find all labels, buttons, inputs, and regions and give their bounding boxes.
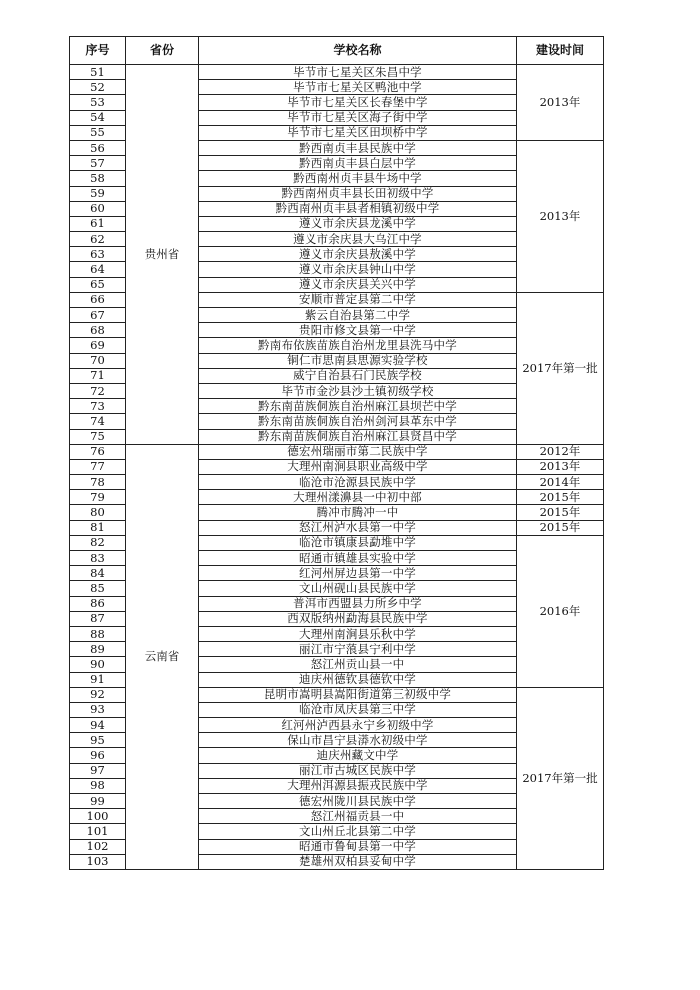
row-number: 75 (70, 429, 126, 444)
school-name: 遵义市余庆县钟山中学 (199, 262, 517, 277)
header-time: 建设时间 (517, 37, 604, 65)
school-name: 毕节市七星关区长春堡中学 (199, 95, 517, 110)
row-number: 80 (70, 505, 126, 520)
row-number: 56 (70, 140, 126, 155)
build-time: 2012年 (517, 444, 604, 459)
build-time: 2015年 (517, 505, 604, 520)
school-name: 西双版纳州勐海县民族中学 (199, 611, 517, 626)
row-number: 73 (70, 399, 126, 414)
table-body (70, 65, 604, 870)
build-time: 2015年 (517, 490, 604, 505)
build-time: 2013年 (517, 65, 604, 141)
province-cell: 贵州省 (126, 65, 199, 445)
row-number: 99 (70, 794, 126, 809)
school-name: 遵义市余庆县关兴中学 (199, 277, 517, 292)
build-time: 2014年 (517, 475, 604, 490)
row-number: 53 (70, 95, 126, 110)
school-name: 临沧市沧源县民族中学 (199, 475, 517, 490)
build-time: 2013年 (517, 459, 604, 474)
table-row (70, 444, 604, 459)
school-name: 黔西南州贞丰县牛场中学 (199, 171, 517, 186)
row-number: 59 (70, 186, 126, 201)
row-number: 102 (70, 839, 126, 854)
school-name: 大理州洱源县振戎民族中学 (199, 778, 517, 793)
row-number: 67 (70, 308, 126, 323)
school-name: 红河州屏边县第一中学 (199, 566, 517, 581)
row-number: 74 (70, 414, 126, 429)
build-time: 2017年第一批 (517, 687, 604, 869)
row-number: 54 (70, 110, 126, 125)
row-number: 52 (70, 80, 126, 95)
school-name: 黔西南贞丰县民族中学 (199, 140, 517, 155)
row-number: 85 (70, 581, 126, 596)
school-name: 铜仁市思南县思源实验学校 (199, 353, 517, 368)
school-name: 丽江市宁蒗县宁利中学 (199, 642, 517, 657)
build-time: 2017年第一批 (517, 292, 604, 444)
row-number: 100 (70, 809, 126, 824)
row-number: 72 (70, 383, 126, 398)
build-time: 2015年 (517, 520, 604, 535)
row-number: 61 (70, 216, 126, 231)
school-name: 黔东南苗族侗族自治州麻江县坝芒中学 (199, 399, 517, 414)
school-name: 大理州南涧县职业高级中学 (199, 459, 517, 474)
school-name: 遵义市余庆县龙溪中学 (199, 216, 517, 231)
school-name: 贵阳市修文县第一中学 (199, 323, 517, 338)
school-name: 安顺市普定县第二中学 (199, 292, 517, 307)
header-school: 学校名称 (199, 37, 517, 65)
row-number: 89 (70, 642, 126, 657)
row-number: 103 (70, 854, 126, 869)
build-time: 2013年 (517, 140, 604, 292)
row-number: 87 (70, 611, 126, 626)
school-name: 昭通市镇雄县实验中学 (199, 551, 517, 566)
row-number: 88 (70, 626, 126, 641)
row-number: 77 (70, 459, 126, 474)
school-name: 黔东南苗族侗族自治州剑河县革东中学 (199, 414, 517, 429)
province-cell: 云南省 (126, 444, 199, 869)
row-number: 70 (70, 353, 126, 368)
row-number: 76 (70, 444, 126, 459)
row-number: 62 (70, 232, 126, 247)
row-number: 55 (70, 125, 126, 140)
school-name: 黔西南州贞丰县长田初级中学 (199, 186, 517, 201)
row-number: 63 (70, 247, 126, 262)
row-number: 81 (70, 520, 126, 535)
school-name: 毕节市金沙县沙土镇初级学校 (199, 383, 517, 398)
school-name: 昭通市鲁甸县第一中学 (199, 839, 517, 854)
header-row (70, 37, 604, 65)
school-name: 昆明市嵩明县嵩阳街道第三初级中学 (199, 687, 517, 702)
header-no: 序号 (70, 37, 126, 65)
row-number: 71 (70, 368, 126, 383)
school-name: 黔西南贞丰县白层中学 (199, 156, 517, 171)
school-name: 毕节市七星关区海子街中学 (199, 110, 517, 125)
row-number: 69 (70, 338, 126, 353)
row-number: 83 (70, 551, 126, 566)
row-number: 78 (70, 475, 126, 490)
school-name: 文山州砚山县民族中学 (199, 581, 517, 596)
school-name: 怒江州泸水县第一中学 (199, 520, 517, 535)
table-row (70, 65, 604, 80)
school-name: 威宁自治县石门民族学校 (199, 368, 517, 383)
school-name: 临沧市镇康县勐堆中学 (199, 535, 517, 550)
school-name: 毕节市七星关区鸭池中学 (199, 80, 517, 95)
row-number: 97 (70, 763, 126, 778)
school-name: 怒江州贡山县一中 (199, 657, 517, 672)
school-name: 遵义市余庆县敖溪中学 (199, 247, 517, 262)
school-name: 文山州丘北县第二中学 (199, 824, 517, 839)
row-number: 91 (70, 672, 126, 687)
row-number: 93 (70, 702, 126, 717)
school-table (69, 36, 604, 870)
school-name: 楚雄州双柏县妥甸中学 (199, 854, 517, 869)
row-number: 82 (70, 535, 126, 550)
row-number: 66 (70, 292, 126, 307)
school-name: 迪庆州德钦县德钦中学 (199, 672, 517, 687)
school-name: 德宏州瑞丽市第二民族中学 (199, 444, 517, 459)
row-number: 79 (70, 490, 126, 505)
row-number: 98 (70, 778, 126, 793)
row-number: 86 (70, 596, 126, 611)
row-number: 92 (70, 687, 126, 702)
school-name: 腾冲市腾冲一中 (199, 505, 517, 520)
school-name: 保山市昌宁县漭水初级中学 (199, 733, 517, 748)
row-number: 57 (70, 156, 126, 171)
school-name: 毕节市七星关区朱昌中学 (199, 65, 517, 80)
school-name: 遵义市余庆县大乌江中学 (199, 232, 517, 247)
row-number: 60 (70, 201, 126, 216)
row-number: 65 (70, 277, 126, 292)
school-name: 黔西南州贞丰县者相镇初级中学 (199, 201, 517, 216)
school-name: 普洱市西盟县力所乡中学 (199, 596, 517, 611)
school-name: 大理州漾濞县一中初中部 (199, 490, 517, 505)
row-number: 68 (70, 323, 126, 338)
row-number: 51 (70, 65, 126, 80)
row-number: 101 (70, 824, 126, 839)
school-name: 迪庆州藏文中学 (199, 748, 517, 763)
school-name: 临沧市凤庆县第三中学 (199, 702, 517, 717)
row-number: 64 (70, 262, 126, 277)
school-name: 毕节市七星关区田坝桥中学 (199, 125, 517, 140)
row-number: 84 (70, 566, 126, 581)
school-name: 德宏州陇川县民族中学 (199, 794, 517, 809)
school-name: 红河州泸西县永宁乡初级中学 (199, 718, 517, 733)
row-number: 96 (70, 748, 126, 763)
build-time: 2016年 (517, 535, 604, 687)
school-name: 大理州南涧县乐秋中学 (199, 626, 517, 641)
school-name: 黔南布依族苗族自治州龙里县洗马中学 (199, 338, 517, 353)
row-number: 94 (70, 718, 126, 733)
school-name: 黔东南苗族侗族自治州麻江县贤昌中学 (199, 429, 517, 444)
row-number: 95 (70, 733, 126, 748)
school-name: 怒江州福贡县一中 (199, 809, 517, 824)
row-number: 90 (70, 657, 126, 672)
row-number: 58 (70, 171, 126, 186)
school-name: 丽江市古城区民族中学 (199, 763, 517, 778)
header-province: 省份 (126, 37, 199, 65)
school-name: 紫云自治县第二中学 (199, 308, 517, 323)
